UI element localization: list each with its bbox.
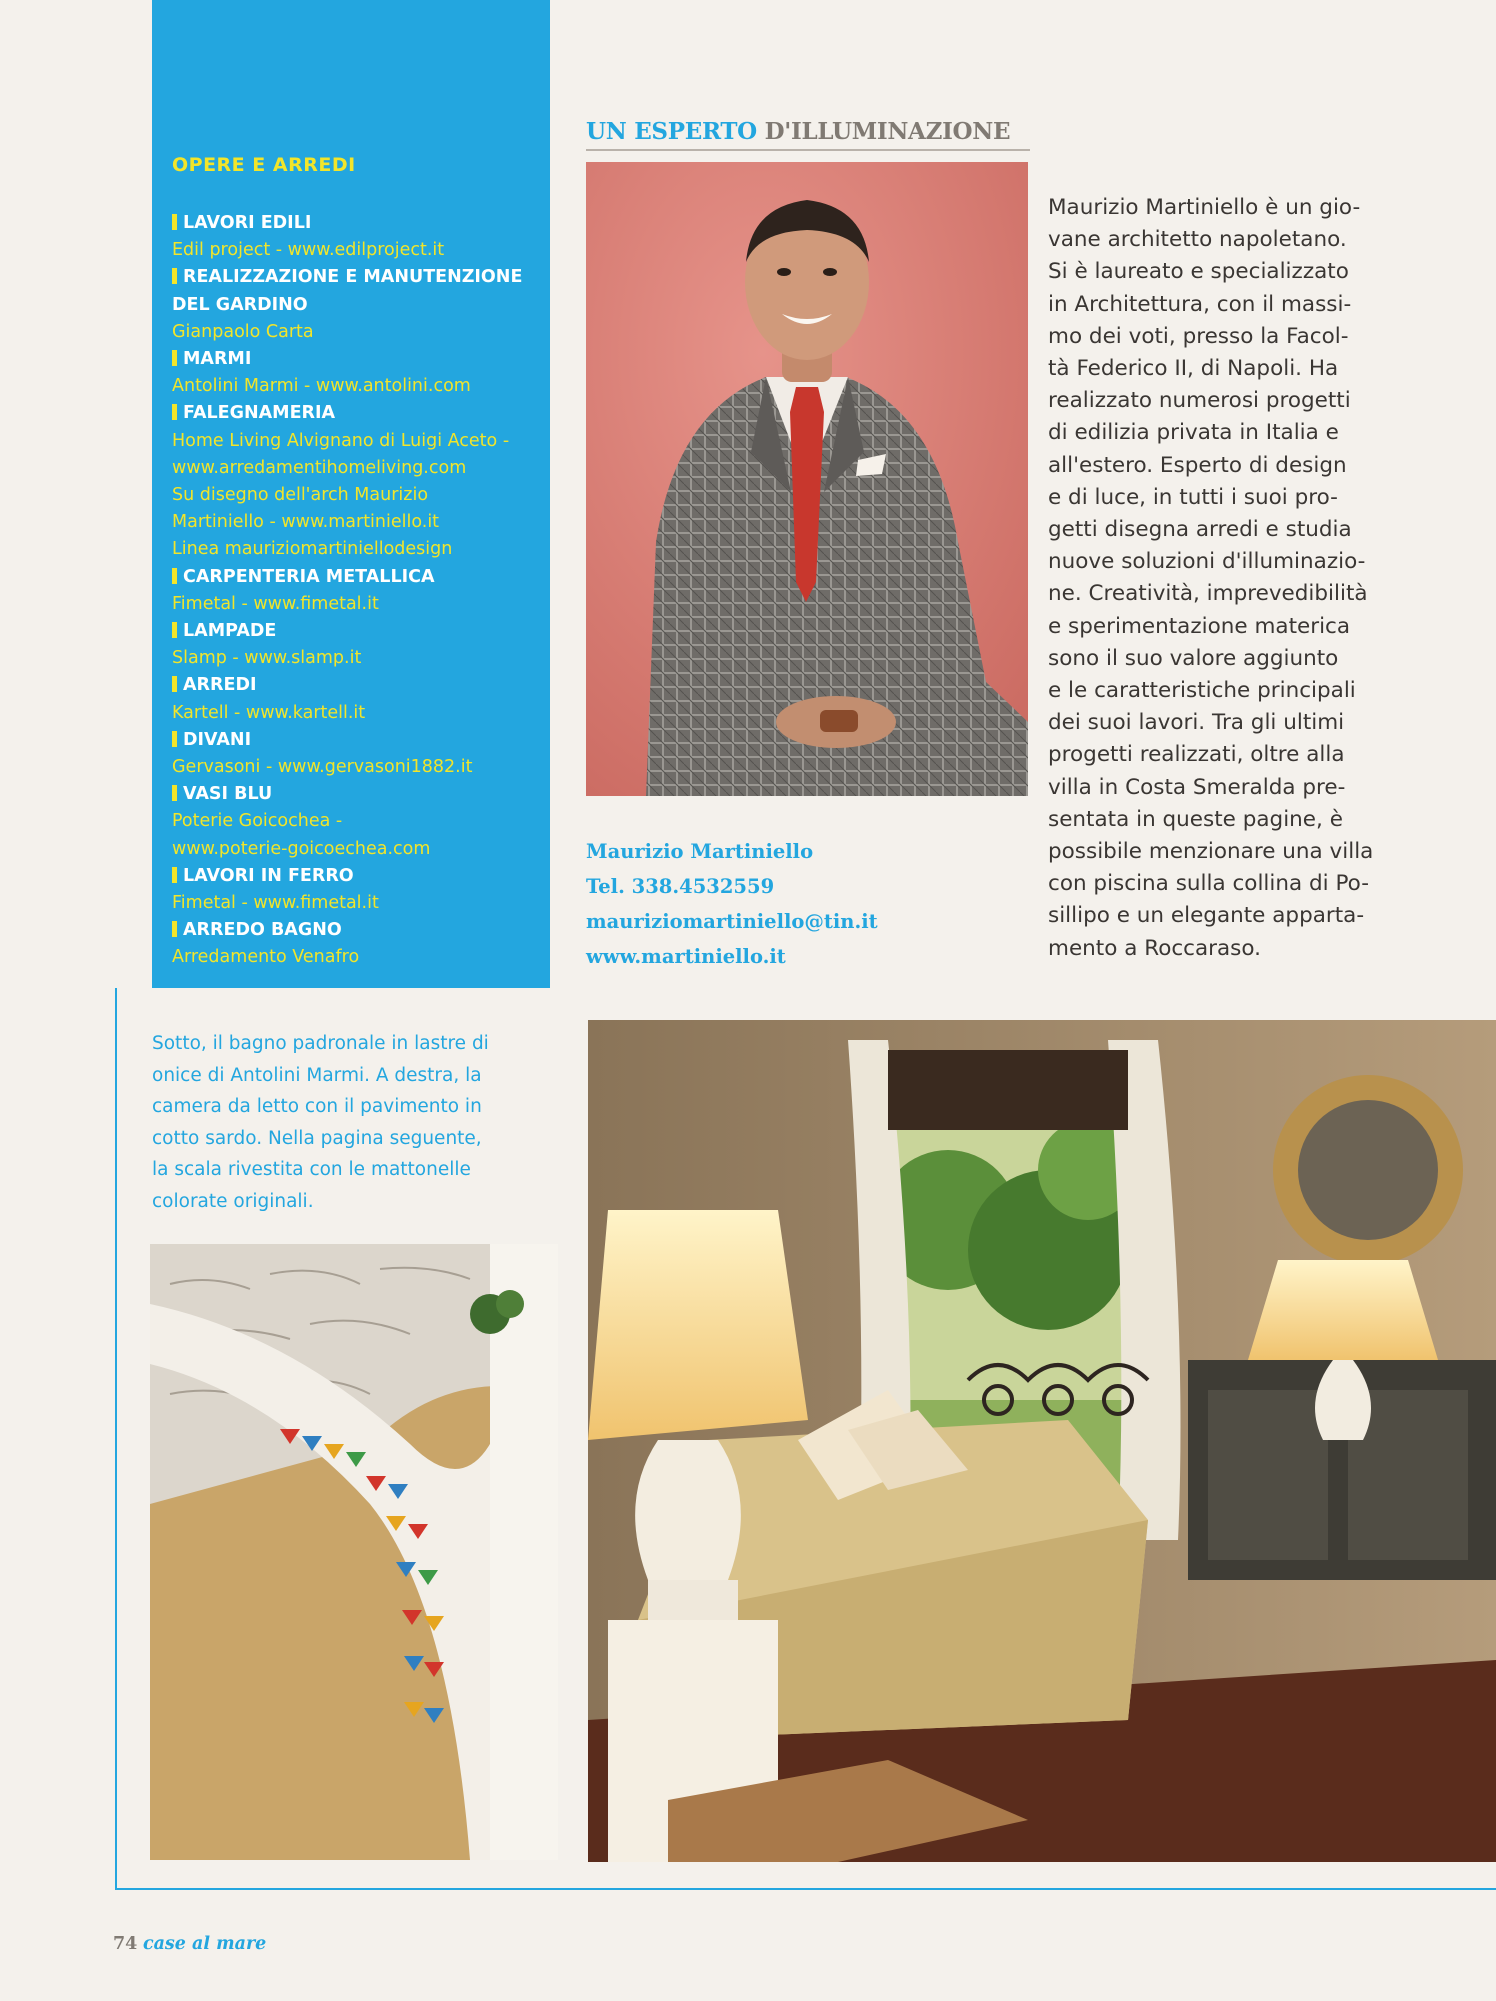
heading-part-1: UN ESPERTO [586,118,757,145]
category-marker [172,404,177,420]
layout-rule-vertical [115,988,117,1890]
caption-line: cotto sardo. Nella pagina seguente, [152,1127,482,1149]
bio-line: realizzato numerosi progetti [1048,388,1351,414]
contact-tel: Tel. 338.4532559 [586,875,775,898]
credit-category-label: MARMI [183,349,252,370]
section-heading [586,118,1010,145]
bio-line: e sperimentazione materica [1048,613,1351,639]
credit-category-label: ARREDI [183,675,257,696]
caption-line: colorate originali. [152,1190,314,1212]
credit-category [172,672,542,699]
credit-supplier: Arredamento Venafro [172,947,360,968]
category-marker [172,268,177,284]
bio-line: mento a Roccaraso. [1048,935,1261,961]
category-marker [172,921,177,937]
credits-title: OPERE E ARREDI [172,154,356,176]
category-marker [172,622,177,638]
heading-rule [586,149,1030,151]
credit-supplier: www.poterie-goicoechea.com [172,838,431,859]
credit-category-label: VASI BLU [183,784,273,805]
credit-category-label: DIVANI [183,729,252,750]
caption-line: onice di Antolini Marmi. A destra, la [152,1064,482,1086]
heading-part-2: D'ILLUMINAZIONE [756,118,1011,145]
magazine-name: case al mare [142,1934,267,1954]
credit-category-label: LAMPADE [183,621,277,642]
category-marker [172,785,177,801]
credit-category [172,863,542,890]
credit-category-label: LAVORI IN FERRO [183,865,354,886]
bio-line: mo dei voti, presso la Facol- [1048,323,1349,349]
bio-line: e di luce, in tutti i suoi pro- [1048,484,1338,510]
bio-line: sono il suo valore aggiunto [1048,645,1339,671]
credit-category-label: ARREDO BAGNO [183,920,342,941]
credit-category-label: LAVORI EDILI [183,213,312,233]
credit-category [172,781,542,808]
caption-line: la scala rivestita con le mattonelle [152,1159,471,1180]
category-marker [172,867,177,883]
credit-category [172,618,542,645]
credit-category-label: CARPENTERIA METALLICA [183,566,435,587]
credit-supplier: Fimetal - www.fimetal.it [172,893,379,914]
credit-category [172,346,542,373]
bio-line: e le caratteristiche principali [1048,678,1356,704]
credit-supplier: Fimetal - www.fimetal.it [172,593,379,614]
bio-line: di edilizia privata in Italia e [1048,420,1339,446]
credit-supplier: Edil project - www.edilproject.it [172,240,445,261]
contact-website: www.martiniello.it [586,945,786,968]
architect-bio [1048,192,1420,965]
bio-line: ne. Creatività, imprevedibilità [1048,581,1368,607]
credit-category-continued: DEL GARDINO [172,294,308,315]
contact-block [586,834,878,974]
bio-line: dei suoi lavori. Tra gli ultimi [1048,710,1345,736]
bio-line: vane architetto napoletano. [1048,227,1347,253]
credit-category [172,564,542,591]
bio-line: tà Federico II, di Napoli. Ha [1048,356,1339,382]
credit-supplier: Martiniello - www.martiniello.it [172,512,440,533]
bio-line: con piscina sulla collina di Po- [1048,871,1369,897]
category-marker [172,731,177,747]
credit-supplier: Gianpaolo Carta [172,321,314,342]
credit-supplier: Slamp - www.slamp.it [172,648,362,669]
bio-line: Maurizio Martiniello è un gio- [1048,195,1361,220]
bio-line: sillipo e un elegante apparta- [1048,903,1365,929]
credit-supplier: Poterie Goicochea - [172,811,343,832]
credits-list [172,210,542,972]
credit-supplier: Su disegno dell'arch Maurizio [172,485,429,506]
credit-supplier: Linea mauriziomartiniellodesign [172,539,453,560]
credit-supplier: Home Living Alvignano di Luigi Aceto - [172,430,510,451]
credit-category-label: REALIZZAZIONE E MANUTENZIONE [183,267,523,288]
credit-category [172,727,542,754]
credit-category [172,917,542,944]
bio-line: all'estero. Esperto di design [1048,452,1347,478]
credit-category-label: FALEGNAMERIA [183,403,336,424]
credit-supplier: Gervasoni - www.gervasoni1882.it [172,757,473,778]
credit-category [172,264,542,291]
credit-supplier: Kartell - www.kartell.it [172,702,366,723]
credit-category [172,400,542,427]
bio-line: progetti realizzati, oltre alla [1048,742,1345,768]
credit-supplier: www.arredamentihomeliving.com [172,457,467,478]
bio-line: possibile menzionare una villa [1048,839,1374,865]
caption-line: camera da letto con il pavimento in [152,1096,482,1117]
architect-portrait-photo [586,162,1028,796]
contact-email: mauriziomartiniello@tin.it [586,910,878,933]
bio-line: nuove soluzioni d'illuminazio- [1048,549,1366,575]
category-marker [172,676,177,692]
contact-name: Maurizio Martiniello [586,840,814,863]
credit-category [172,210,542,237]
category-marker [172,568,177,584]
staircase-photo [150,1244,558,1860]
bedroom-photo [588,1020,1496,1862]
page-number: 74 [113,1934,138,1954]
caption-line: Sotto, il bagno padronale in lastre di [152,1033,489,1054]
category-marker [172,350,177,366]
credit-supplier: Antolini Marmi - www.antolini.com [172,376,471,397]
bio-line: sentata in queste pagine, è [1048,806,1343,832]
bio-line: getti disegna arredi e studia [1048,517,1352,543]
category-marker [172,214,177,230]
photo-caption [152,1028,552,1217]
layout-rule-horizontal [115,1888,1496,1890]
bio-line: in Architettura, con il massi- [1048,291,1352,317]
bio-line: villa in Costa Smeralda pre- [1048,774,1346,800]
bio-line: Si è laureato e specializzato [1048,259,1349,285]
page-folio [113,1934,266,1954]
